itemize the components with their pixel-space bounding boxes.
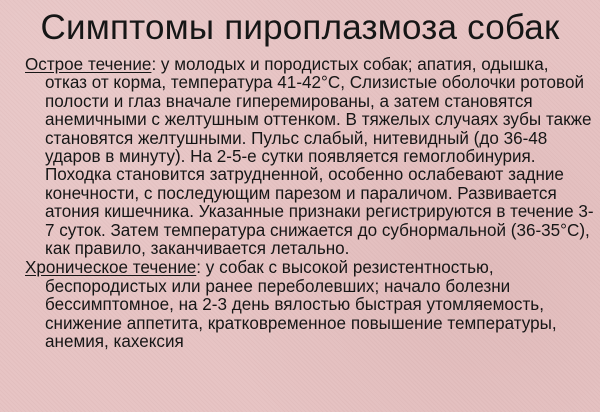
acute-course-heading: Острое течение bbox=[25, 55, 152, 74]
chronic-course-paragraph bbox=[25, 259, 600, 351]
acute-course-text: : у молодых и породистых собак; апатия, одышка, отказ от корма, температура 41-42°С, Слизистые оболочки ротовой полости и глаз вначале гиперемированы, а затем становятся анемичными с желтушным оттенком. В тяжелых случаях зубы также становятся желтушными. Пульс слабый, нитевидный (до 36-48 ударов в минуту). На 2-5-е сутки появляется гемоглобинурия. Походка становится затрудненной, особенно ослабевают задние конечности, с последующим парезом и параличом. Развивается атония кишечника. Указанные признаки регистрируются в течение 3-7 суток. Затем температура снижается до субнормальной (36-35°С), как правило, заканчивается летально. bbox=[45, 55, 594, 259]
chronic-course-text: : у собак с высокой резистентностью, беспородистых или ранее переболевших; начало болезни бессимптомное, на 2-3 день вялостью быстрая утомляемость, снижение аппетита, кратковременное повышение температуры, анемия, кахексия bbox=[45, 258, 557, 352]
acute-course-paragraph bbox=[25, 56, 600, 258]
slide-title: Симптомы пироплазмоза собак bbox=[40, 8, 560, 47]
chronic-course-heading: Хроническое течение bbox=[25, 258, 197, 278]
